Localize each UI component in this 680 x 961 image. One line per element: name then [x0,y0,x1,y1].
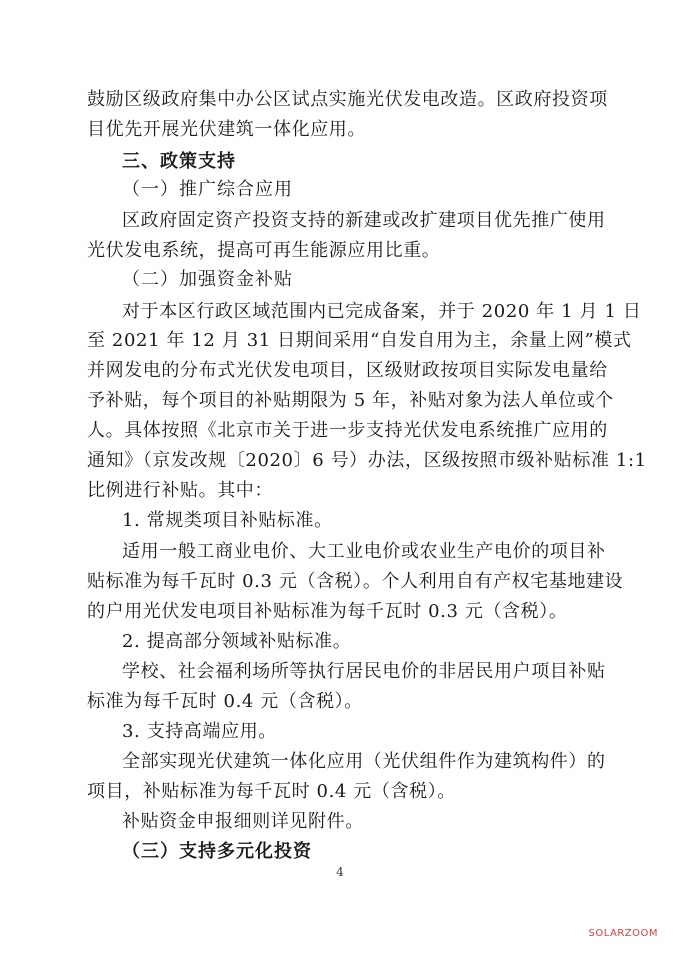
subsection-heading: （三）支持多元化投资 [122,841,312,862]
paragraph-line: 并网发电的分布式光伏发电项目，区级财政按项目实际发电量给 [87,360,608,381]
subsection-heading: （一）推广综合应用 [122,179,293,200]
page-number: 4 [336,865,344,879]
paragraph-line: 全部实现光伏建筑一体化应用（光伏组件作为建筑构件）的 [122,751,606,772]
paragraph-line: 的户用光伏发电项目补贴标准为每千瓦时 0.3 元（含税）。 [87,601,568,622]
list-item-heading: 2. 提高部分领域补贴标准。 [122,631,352,652]
paragraph-line: 予补贴，每个项目的补贴期限为 5 年，补贴对象为法人单位或个 [87,390,614,411]
paragraph-line: 通知》（京发改规〔2020〕6 号）办法，区级按照市级补贴标准 1:1 [87,450,647,471]
paragraph-line: 目优先开展光伏建筑一体化应用。 [87,119,366,140]
subsection-heading: （二）加强资金补贴 [122,269,293,290]
paragraph-line: 区政府固定资产投资支持的新建或改扩建项目优先推广使用 [122,210,606,231]
list-item-heading: 3. 支持高端应用。 [122,721,277,742]
watermark-logo: SOLARZOOM [588,928,658,939]
paragraph-line: 项目，补贴标准为每千瓦时 0.4 元（含税）。 [87,781,456,802]
section-heading: 三、政策支持 [122,151,236,172]
paragraph-line: 对于本区行政区域范围内已完成备案，并于 2020 年 1 月 1 日 [122,301,642,322]
list-item-heading: 1. 常规类项目补贴标准。 [122,510,333,531]
paragraph-line: 标准为每千瓦时 0.4 元（含税）。 [87,691,363,712]
paragraph-line: 比例进行补贴。其中： [87,480,273,501]
paragraph-line: 人。具体按照《北京市关于进一步支持光伏发电系统推广应用的 [87,420,608,441]
paragraph-line: 光伏发电系统，提高可再生能源应用比重。 [87,240,441,261]
paragraph-line: 贴标准为每千瓦时 0.3 元（含税）。个人利用自有产权宅基地建设 [87,571,624,592]
paragraph-line: 补贴资金申报细则详见附件。 [122,811,364,832]
paragraph-line: 适用一般工商业电价、大工业电价或农业生产电价的项目补 [122,541,606,562]
paragraph-line: 鼓励区级政府集中办公区试点实施光伏发电改造。区政府投资项 [87,89,608,110]
paragraph-line: 学校、社会福利场所等执行居民电价的非居民用户项目补贴 [122,661,606,682]
paragraph-line: 至 2021 年 12 月 31 日期间采用“自发自用为主，余量上网”模式 [87,330,632,351]
